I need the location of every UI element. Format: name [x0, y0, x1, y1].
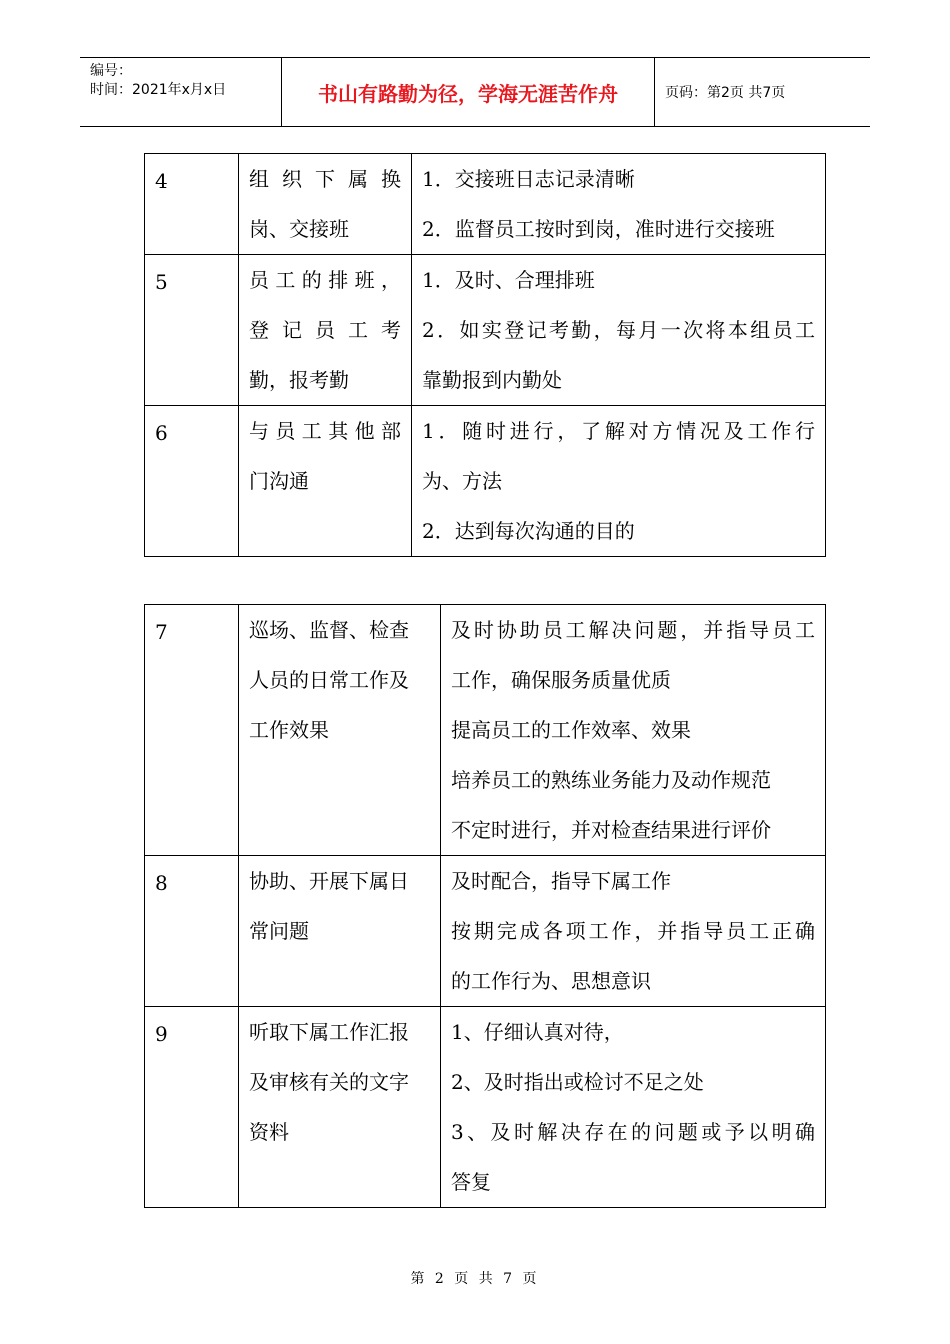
task-line: 岗、交接班 — [249, 217, 349, 241]
motto-text: 书山有路勤为径，学海无涯苦作舟 — [318, 81, 618, 106]
desc-line: 及时协助员工解决问题，并指导员工 — [451, 618, 815, 642]
time-label: 时间：2021年x月x日 — [90, 82, 227, 98]
desc-line: 1．交接班日志记录清晰 — [422, 167, 635, 191]
desc-cell — [441, 605, 826, 856]
task-line: 人员的日常工作及 — [249, 668, 409, 692]
desc-cell — [441, 1007, 826, 1208]
task-cell — [239, 255, 412, 406]
task-line: 常问题 — [249, 919, 309, 943]
table-row — [145, 856, 826, 1007]
task-cell — [239, 856, 441, 1007]
desc-line: 靠勤报到内勤处 — [422, 368, 562, 392]
task-line: 巡场、监督、检查 — [249, 618, 409, 642]
desc-line: 2．监督员工按时到岗，准时进行交接班 — [422, 217, 775, 241]
duty-table-2 — [144, 604, 826, 1208]
desc-line: 2、及时指出或检讨不足之处 — [451, 1070, 704, 1094]
row-number: 8 — [145, 856, 239, 1007]
desc-line: 及时配合，指导下属工作 — [451, 869, 671, 893]
task-line: 员工的排班， — [249, 268, 401, 292]
desc-line: 1、仔细认真对待， — [451, 1020, 624, 1044]
row-number: 6 — [145, 406, 239, 557]
task-cell — [239, 1007, 441, 1208]
task-line: 登记员工考 — [249, 318, 401, 342]
task-line: 与员工其他部 — [249, 419, 401, 443]
row-number: 4 — [145, 154, 239, 255]
desc-line: 3、及时解决存在的问题或予以明确 — [451, 1120, 815, 1144]
row-number: 9 — [145, 1007, 239, 1208]
task-line: 资料 — [249, 1120, 289, 1144]
number-label: 编号： — [90, 63, 132, 79]
desc-cell — [412, 406, 826, 557]
desc-line: 提高员工的工作效率、效果 — [451, 718, 691, 742]
task-line: 勤，报考勤 — [249, 368, 349, 392]
task-line: 听取下属工作汇报 — [249, 1020, 409, 1044]
desc-line: 的工作行为、思想意识 — [451, 969, 651, 993]
task-line: 组织下属换 — [249, 167, 401, 191]
desc-line: 答复 — [451, 1170, 491, 1194]
header-info-cell — [80, 58, 282, 126]
desc-cell — [412, 255, 826, 406]
table-row — [145, 1007, 826, 1208]
table-row — [145, 255, 826, 406]
duty-table-1 — [144, 153, 826, 557]
header-motto-cell — [282, 58, 655, 126]
page-header — [80, 57, 870, 127]
table-row — [145, 605, 826, 856]
desc-line: 按期完成各项工作，并指导员工正确 — [451, 919, 815, 943]
desc-line: 2．如实登记考勤，每月一次将本组员工 — [422, 318, 815, 342]
desc-line: 为、方法 — [422, 469, 502, 493]
desc-cell — [441, 856, 826, 1007]
task-line: 协助、开展下属日 — [249, 869, 409, 893]
task-cell — [239, 154, 412, 255]
desc-line: 1．及时、合理排班 — [422, 268, 595, 292]
row-number: 7 — [145, 605, 239, 856]
task-line: 及审核有关的文字 — [249, 1070, 409, 1094]
task-cell — [239, 605, 441, 856]
desc-line: 工作，确保服务质量优质 — [451, 668, 671, 692]
page-footer: 第 2 页 共 7 页 — [410, 1271, 540, 1287]
desc-line: 1．随时进行，了解对方情况及工作行 — [422, 419, 815, 443]
desc-line: 培养员工的熟练业务能力及动作规范 — [451, 768, 771, 792]
task-cell — [239, 406, 412, 557]
desc-line: 2．达到每次沟通的目的 — [422, 519, 635, 543]
table-row — [145, 406, 826, 557]
page-info: 页码：第2页 共7页 — [665, 85, 786, 101]
task-line: 门沟通 — [249, 469, 309, 493]
table-row — [145, 154, 826, 255]
desc-cell — [412, 154, 826, 255]
task-line: 工作效果 — [249, 718, 329, 742]
desc-line: 不定时进行，并对检查结果进行评价 — [451, 818, 771, 842]
row-number: 5 — [145, 255, 239, 406]
